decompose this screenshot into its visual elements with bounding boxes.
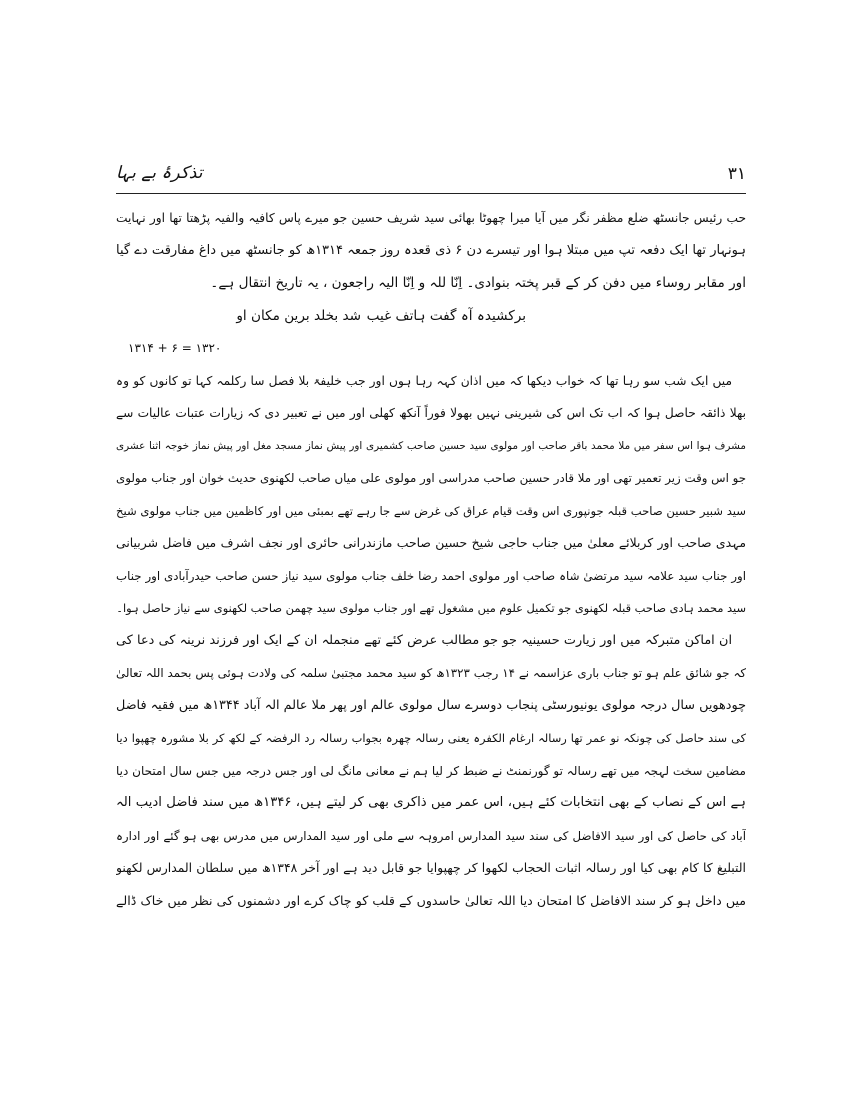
verse-couplet [116, 300, 746, 333]
verse-hemistich-1: برکشیدہ آہ گفت ہاتف غیب [366, 307, 526, 324]
chronogram-row [116, 332, 746, 365]
text-line: چودھویں سال درجہ مولوی یونیورسٹی پنجاب دوسرے سال مولوی عالم اور پھر ملا عالم الہ آباد ۱۳۴۴ھ میں فقیہ فاضل [116, 697, 746, 713]
text-line: ہے اس کے نصاب کے بھی انتخابات کئے ہیں، اس عمر میں ذاکری بھی کر لیتے ہیں، ۱۳۴۶ھ میں سند فاضل ادیب الہ [116, 795, 746, 810]
text-line: سید شبیر حسین صاحب قبلہ جونپوری اس وقت قیام عراق کی غرض سے جا رہے تھے بمبئی میں اور کاظمین میں جناب مولوی شیخ [116, 503, 746, 518]
page-number: ۳۱ [727, 164, 746, 184]
text-line: کی سند حاصل کی چونکہ نو عمر تھا رسالہ ارغام الکفرہ یعنی رسالہ چھرہ بجواب رسالہ رد الرفضہ کے لکھ کر بلا مشورہ چھپوا دیا [116, 731, 746, 745]
text-line: میں داخل ہو کر سند الافاضل کا امتحان دیا اللہ تعالیٰ حاسدوں کے قلب کو چاک کرے اور دشمنوں کی نظر میں خاک ڈالے [116, 892, 746, 908]
paragraph-brother-death [116, 202, 746, 300]
text-line: مہدی صاحب اور کربلائے معلیٰ میں جناب حاجی شیخ حسین صاحب مازندرانی حائری اور نجف اشرف میں فاضل شربیانی [116, 535, 746, 550]
page-header [116, 160, 746, 192]
text-line: مشرف ہوا اس سفر میں ملا محمد باقر صاحب اور مولوی سید حسین صاحب کشمیری اور پیش نماز مسجد مغل اور پیش نماز خوجہ اثنا عشری [116, 439, 746, 452]
text-line: ہونہار تھا ایک دفعہ تپ میں مبتلا ہوا اور تیسرے دن ۶ ذی قعدہ روز جمعہ ۱۳۱۴ھ کو جانسٹھ میں داغ مفارقت دے گیا [116, 242, 746, 258]
text-line: حب رئیس جانسٹھ ضلع مظفر نگر میں آیا میرا چھوٹا بھائی سید شریف حسین جو میرے پاس کافیہ والفیہ پڑھتا تھا اور نہایت [116, 211, 746, 225]
paragraph-son-education [116, 625, 746, 918]
text-line: سید محمد ہادی صاحب قبلہ لکھنوی جو تکمیل علوم میں مشغول تھے اور جناب مولوی سید چھمن صاحب لکھنوی سے نیاز حاصل ہوا۔ [116, 601, 746, 615]
text-line: اور مقابر روساء میں دفن کر کے قبر پختہ بنوادی۔ اِنّا للہ و اِنّا الیہ راجعون ، یہ تاریخ انتقال ہے۔ [210, 275, 746, 291]
header-rule [116, 193, 746, 194]
text-line: میں ایک شب سو رہا تھا کہ خواب دیکھا کہ میں اذان کہہ رہا ہوں اور جب خلیفۃ بلا فصل سا رکلمہ کہا تو کانوں کو وہ [116, 373, 732, 388]
running-title: تذکرۂ بے بہا [116, 163, 203, 183]
text-line: کہ جو شائق علم ہو تو جناب باری عزاسمہ نے ۱۴ رجب ۱۳۲۳ھ کو سید محمد مجتبیٰ سلمہ کی ولادت ہوئی پس بحمد اللہ تعالیٰ [116, 666, 746, 680]
verse-hemistich-2: شد بخلد برین مکان او [236, 307, 361, 324]
paragraph-dream-pilgrimage [116, 365, 746, 625]
text-line: مضامین سخت لہجہ میں تھے رسالہ تو گورنمنٹ نے ضبط کر لیا ہم نے معانی مانگ لی اور جس درجہ میں جس سال امتحان دیا [116, 763, 746, 778]
page-body [116, 202, 746, 917]
text-line: التبلیغ کا کام بھی کیا اور رسالہ اثبات الحجاب لکھوا کر چھپوایا جو قابل دید ہے اور آخر ۱۳۴۸ھ میں سلطان المدارس لکھنو [116, 860, 746, 875]
text-line: اور جناب سید علامہ سید مرتضیٰ شاہ صاحب اور مولوی احمد رضا خلف جناب مولوی سید نیاز حسن صاحب حیدرآبادی اور جناب [116, 568, 746, 583]
text-line: آباد کی حاصل کی اور سید الافاضل کی سند سید المدارس امروہہ سے ملی اور سید المدارس میں مدرس بھی ہو گئے اور ادارہ [116, 828, 746, 843]
text-line: بھلا ذائقہ حاصل ہوا کہ اب تک اس کی شیرینی نہیں بھولا فوراً آنکھ کھلی اور میں نے تعبیر دی کہ زیارات عتبات عالیات سے [116, 406, 746, 420]
chronogram-calculation: ۱۳۱۴ + ۶ = ۱۳۲۰ [128, 341, 222, 355]
text-line: جو اس وقت زیر تعمیر تھی اور ملا قادر حسین صاحب مدراسی اور مولوی علی میاں صاحب لکھنوی حدیث خوان اور جناب مولوی [116, 471, 746, 485]
text-line: ان اماکن متبرکہ میں اور زیارت حسینیہ جو جو مطالب عرض کئے تھے منجملہ ان کے ایک اور فرزند نرینہ کی دعا کی [116, 632, 732, 648]
